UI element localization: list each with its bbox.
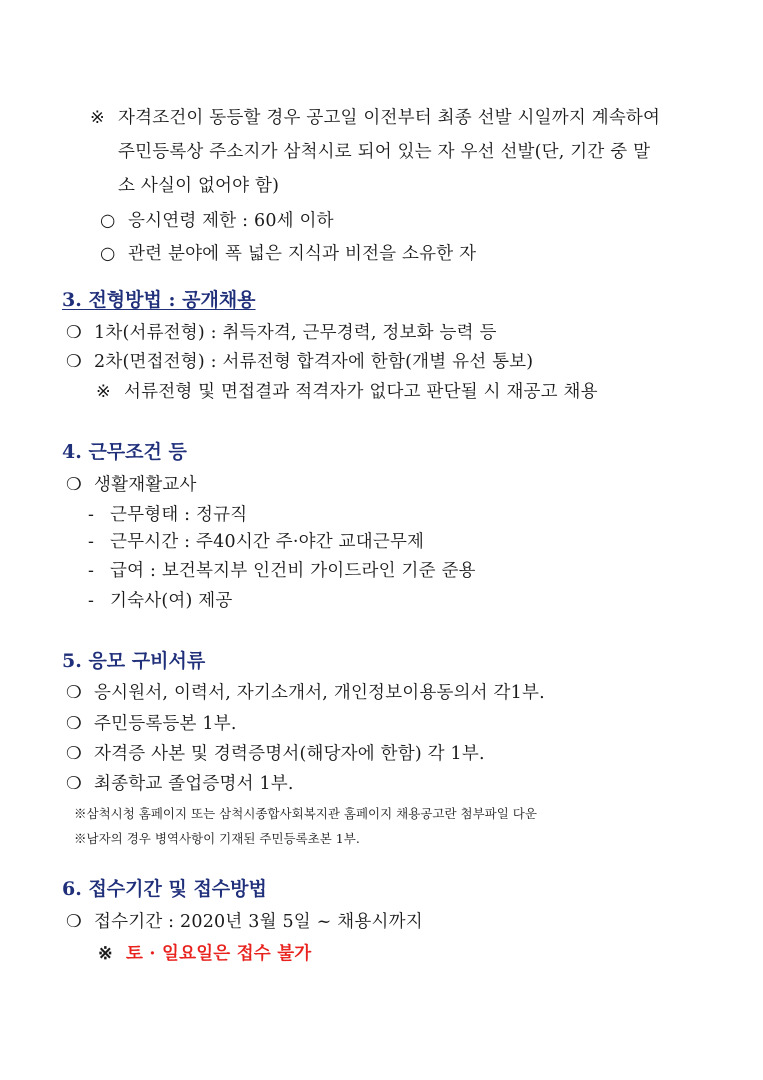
small-circle-bullet-icon: ○ [100,244,116,264]
circle-bullet-icon: ❍ [66,774,82,794]
qualification-note-line-1: ※ 자격조건이 동등할 경우 공고일 이전부터 최종 선발 시일까지 계속하여 [90,108,661,128]
s5-item-4: ❍ 최종학교 졸업증명서 1부. [66,774,294,794]
section-3-title: 3. 전형방법 : 공개채용 [62,289,256,311]
vision-item: ○ 관련 분야에 폭 넓은 지식과 비전을 소유한 자 [100,244,477,264]
reference-mark: ※ [90,108,105,128]
s5-note-2: ※남자의 경우 병역사항이 기재된 주민등록초본 1부. [74,831,360,846]
s5-note-1: ※삼척시청 홈페이지 또는 삼척시종합사회복지관 홈페이지 채용공고란 첨부파일 다운 [74,806,537,821]
s3-item-2: ❍ 2차(면접전형) : 서류전형 합격자에 한함(개별 유선 통보) [66,352,534,372]
section-4-title: 4. 근무조건 등 [62,441,187,463]
circle-bullet-icon: ❍ [66,744,82,764]
reference-mark: ※ [96,382,111,402]
circle-bullet-icon: ❍ [66,323,82,343]
section-5-title: 5. 응모 구비서류 [62,650,206,672]
s4-item-3: - 급여 : 보건복지부 인건비 가이드라인 기준 준용 [88,561,476,581]
small-circle-bullet-icon: ○ [100,211,116,231]
s4-item-1: - 근무형태 : 정규직 [88,505,248,525]
dash-bullet: - [88,532,95,552]
circle-bullet-icon: ❍ [66,352,82,372]
s5-item-2: ❍ 주민등록등본 1부. [66,714,237,734]
circle-bullet-icon: ❍ [66,912,82,932]
s3-note: ※ 서류전형 및 면접결과 적격자가 없다고 판단될 시 재공고 채용 [96,382,598,402]
section-6-title: 6. 접수기간 및 접수방법 [62,878,267,900]
dash-bullet: - [88,505,95,525]
circle-bullet-icon: ❍ [66,683,82,703]
dash-bullet: - [88,561,95,581]
qualification-note-line-3: 소 사실이 없어야 함) [118,176,280,196]
circle-bullet-icon: ❍ [66,714,82,734]
qualification-note-line-2: 주민등록상 주소지가 삼척시로 되어 있는 자 우선 선발(단, 기간 중 말 [118,142,651,162]
s3-item-1: ❍ 1차(서류전형) : 취득자격, 근무경력, 정보화 능력 등 [66,323,497,343]
s4-item-4: - 기숙사(여) 제공 [88,591,233,611]
s6-item: ❍ 접수기간 : 2020년 3월 5일 ~ 채용시까지 [66,912,423,932]
dash-bullet: - [88,591,95,611]
age-limit-item: ○ 응시연령 제한 : 60세 이하 [100,211,334,231]
s4-head: ❍ 생활재활교사 [66,475,197,495]
circle-bullet-icon: ❍ [66,475,82,495]
reference-mark: ※ [98,944,113,964]
s5-item-1: ❍ 응시원서, 이력서, 자기소개서, 개인정보이용동의서 각1부. [66,683,545,703]
s4-item-2: - 근무시간 : 주40시간 주·야간 교대근무제 [88,532,425,552]
s5-item-3: ❍ 자격증 사본 및 경력증명서(해당자에 한함) 각 1부. [66,744,485,764]
weekend-warning: ※ 토 · 일요일은 접수 불가 [98,944,312,964]
